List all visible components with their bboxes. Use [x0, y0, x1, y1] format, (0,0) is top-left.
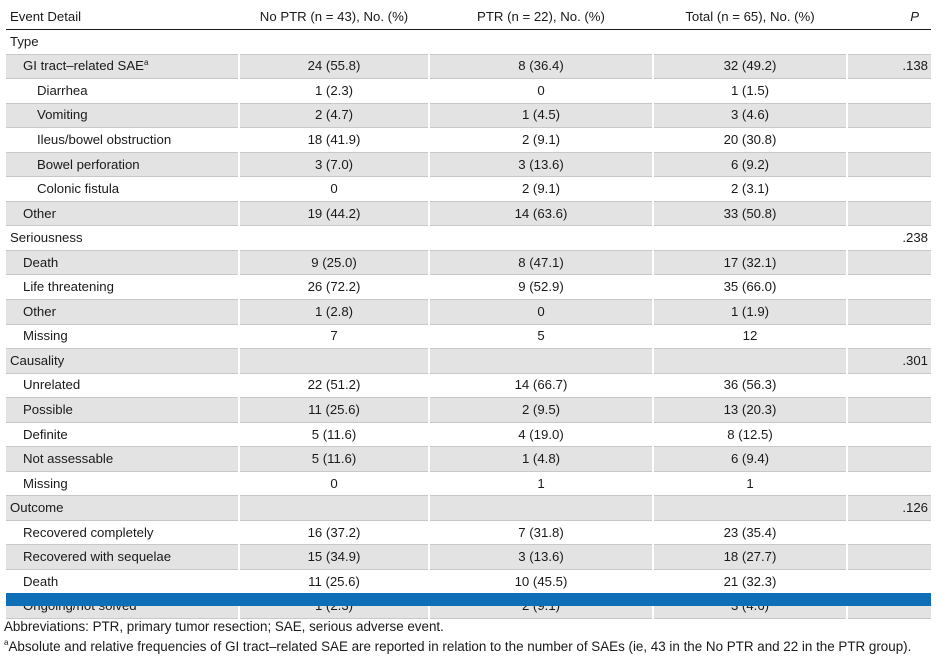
section-header-row: [6, 496, 931, 521]
table-row: [6, 545, 931, 570]
table-body: [6, 30, 931, 619]
cell-no-ptr: 18 (41.9): [239, 128, 429, 153]
cell-ptr: [429, 349, 653, 374]
footnote-abbreviations: Abbreviations: PTR, primary tumor resection; SAE, serious adverse event.: [4, 619, 444, 634]
cell-ptr: 7 (31.8): [429, 520, 653, 545]
header-event-detail: Event Detail: [6, 4, 239, 30]
row-label: GI tract–related SAE: [23, 58, 144, 74]
cell-ptr: 4 (19.0): [429, 422, 653, 447]
cell-total: [653, 226, 847, 251]
cell-total: 18 (27.7): [653, 545, 847, 570]
cell-total: 2 (3.1): [653, 177, 847, 202]
cell-total: 8 (12.5): [653, 422, 847, 447]
footnote-a: [4, 637, 911, 657]
table-row: [6, 152, 931, 177]
cell-p-value: [847, 201, 931, 226]
cell-total: 32 (49.2): [653, 54, 847, 79]
cell-no-ptr: 15 (34.9): [239, 545, 429, 570]
row-label-cell: [6, 79, 239, 104]
row-label: Other: [23, 205, 56, 221]
cell-p-value: .238: [847, 226, 931, 251]
footnote-marker: a: [143, 58, 149, 68]
cell-ptr: 8 (47.1): [429, 250, 653, 275]
cell-p-value: .301: [847, 349, 931, 374]
row-label-cell: [6, 570, 239, 595]
cell-ptr: 14 (66.7): [429, 373, 653, 398]
table-row: [6, 570, 931, 595]
row-label-cell: [6, 447, 239, 472]
cell-p-value: [847, 447, 931, 472]
cell-total: 12: [653, 324, 847, 349]
cell-total: 6 (9.4): [653, 447, 847, 472]
table-bottom-bar: [6, 593, 931, 606]
table-row: [6, 250, 931, 275]
cell-ptr: [429, 226, 653, 251]
row-label-cell: [6, 201, 239, 226]
section-header-row: [6, 349, 931, 374]
cell-no-ptr: 5 (11.6): [239, 447, 429, 472]
row-label-cell: [6, 300, 239, 325]
cell-total: 6 (9.2): [653, 152, 847, 177]
row-label-cell: [6, 520, 239, 545]
row-label-cell: [6, 30, 239, 55]
cell-no-ptr: [239, 226, 429, 251]
footnote-a-marker: a: [4, 638, 9, 647]
cell-ptr: 10 (45.5): [429, 570, 653, 595]
cell-p-value: [847, 324, 931, 349]
cell-ptr: 2 (9.1): [429, 177, 653, 202]
cell-ptr: 1 (4.5): [429, 103, 653, 128]
cell-p-value: [847, 471, 931, 496]
cell-no-ptr: 1 (2.3): [239, 79, 429, 104]
cell-p-value: .126: [847, 496, 931, 521]
cell-p-value: [847, 177, 931, 202]
row-label-cell: [6, 275, 239, 300]
table-row: [6, 128, 931, 153]
table-row: [6, 177, 931, 202]
table-header-row: [6, 4, 931, 30]
cell-p-value: [847, 422, 931, 447]
cell-no-ptr: 2 (4.7): [239, 103, 429, 128]
row-label: Seriousness: [10, 230, 83, 246]
row-label-cell: [6, 226, 239, 251]
row-label: Life threatening: [23, 279, 114, 295]
cell-no-ptr: 16 (37.2): [239, 520, 429, 545]
row-label-cell: [6, 250, 239, 275]
table-row: [6, 422, 931, 447]
cell-p-value: [847, 103, 931, 128]
cell-no-ptr: 26 (72.2): [239, 275, 429, 300]
cell-ptr: 3 (13.6): [429, 152, 653, 177]
row-label-cell: [6, 128, 239, 153]
cell-no-ptr: 19 (44.2): [239, 201, 429, 226]
table-footnotes: [4, 617, 911, 657]
table-row: [6, 79, 931, 104]
cell-total: 17 (32.1): [653, 250, 847, 275]
header-p-value: P: [847, 4, 931, 30]
cell-no-ptr: 1 (2.8): [239, 300, 429, 325]
row-label-cell: [6, 373, 239, 398]
cell-p-value: [847, 275, 931, 300]
cell-total: [653, 349, 847, 374]
cell-no-ptr: 11 (25.6): [239, 570, 429, 595]
cell-no-ptr: 5 (11.6): [239, 422, 429, 447]
cell-total: 1 (1.9): [653, 300, 847, 325]
row-label: Definite: [23, 426, 68, 442]
cell-no-ptr: 9 (25.0): [239, 250, 429, 275]
table-row: [6, 447, 931, 472]
row-label: Diarrhea: [37, 82, 88, 98]
cell-no-ptr: [239, 349, 429, 374]
cell-total: 20 (30.8): [653, 128, 847, 153]
cell-total: 36 (56.3): [653, 373, 847, 398]
cell-ptr: 1 (4.8): [429, 447, 653, 472]
cell-p-value: [847, 128, 931, 153]
row-label-cell: [6, 177, 239, 202]
table-container: [6, 4, 931, 619]
row-label-cell: [6, 545, 239, 570]
cell-p-value: [847, 30, 931, 55]
cell-no-ptr: 22 (51.2): [239, 373, 429, 398]
table-row: [6, 54, 931, 79]
row-label: Missing: [23, 328, 68, 344]
cell-no-ptr: [239, 496, 429, 521]
table-row: [6, 103, 931, 128]
table-row: [6, 324, 931, 349]
header-no-ptr: No PTR (n = 43), No. (%): [239, 4, 429, 30]
row-label: Outcome: [10, 500, 64, 516]
table-row: [6, 275, 931, 300]
section-header-row: [6, 226, 931, 251]
cell-p-value: [847, 545, 931, 570]
cell-total: 33 (50.8): [653, 201, 847, 226]
table-row: [6, 373, 931, 398]
cell-p-value: [847, 373, 931, 398]
cell-ptr: [429, 30, 653, 55]
footnote-a-text: Absolute and relative frequencies of GI tract–related SAE are reported in relation to the number of SAEs (ie, 43 in the No PTR and 22 in the PTR group).: [8, 639, 912, 654]
cell-no-ptr: 0: [239, 471, 429, 496]
cell-p-value: [847, 152, 931, 177]
cell-no-ptr: 7: [239, 324, 429, 349]
cell-total: [653, 496, 847, 521]
cell-total: 23 (35.4): [653, 520, 847, 545]
row-label: Not assessable: [23, 451, 114, 467]
row-label-cell: [6, 422, 239, 447]
cell-ptr: [429, 496, 653, 521]
row-label-cell: [6, 349, 239, 374]
cell-p-value: [847, 79, 931, 104]
cell-p-value: [847, 250, 931, 275]
cell-p-value: [847, 300, 931, 325]
row-label: Death: [23, 254, 59, 270]
row-label-cell: [6, 496, 239, 521]
row-label: Possible: [23, 401, 73, 417]
cell-ptr: 2 (9.5): [429, 398, 653, 423]
cell-ptr: 14 (63.6): [429, 201, 653, 226]
cell-no-ptr: 3 (7.0): [239, 152, 429, 177]
row-label-cell: [6, 324, 239, 349]
table-row: [6, 398, 931, 423]
cell-ptr: 5: [429, 324, 653, 349]
cell-total: 13 (20.3): [653, 398, 847, 423]
cell-p-value: [847, 570, 931, 595]
cell-ptr: 0: [429, 79, 653, 104]
cell-no-ptr: 24 (55.8): [239, 54, 429, 79]
cell-total: [653, 30, 847, 55]
cell-total: 1: [653, 471, 847, 496]
row-label-cell: [6, 398, 239, 423]
cell-ptr: 3 (13.6): [429, 545, 653, 570]
header-total: Total (n = 65), No. (%): [653, 4, 847, 30]
table-row: [6, 471, 931, 496]
row-label: Unrelated: [23, 377, 81, 393]
cell-ptr: 0: [429, 300, 653, 325]
table-row: [6, 300, 931, 325]
cell-p-value: [847, 520, 931, 545]
cell-total: 21 (32.3): [653, 570, 847, 595]
table-row: [6, 520, 931, 545]
cell-p-value: [847, 398, 931, 423]
cell-no-ptr: [239, 30, 429, 55]
row-label: Missing: [23, 475, 68, 491]
cell-no-ptr: 11 (25.6): [239, 398, 429, 423]
table-row: [6, 201, 931, 226]
row-label: Bowel perforation: [37, 156, 140, 172]
cell-ptr: 8 (36.4): [429, 54, 653, 79]
cell-no-ptr: 0: [239, 177, 429, 202]
row-label: Vomiting: [37, 107, 88, 123]
row-label: Ileus/bowel obstruction: [37, 131, 172, 147]
cell-ptr: 9 (52.9): [429, 275, 653, 300]
cell-ptr: 2 (9.1): [429, 128, 653, 153]
sae-table: [6, 4, 931, 619]
row-label: Death: [23, 573, 59, 589]
row-label-cell: [6, 152, 239, 177]
row-label: Colonic fistula: [37, 181, 120, 197]
row-label: Causality: [10, 352, 65, 368]
cell-p-value: .138: [847, 54, 931, 79]
row-label-cell: [6, 54, 239, 79]
row-label-cell: [6, 103, 239, 128]
section-header-row: [6, 30, 931, 55]
row-label: Recovered with sequelae: [23, 549, 172, 565]
header-ptr: PTR (n = 22), No. (%): [429, 4, 653, 30]
row-label: Type: [10, 33, 39, 49]
row-label: Other: [23, 303, 56, 319]
cell-total: 1 (1.5): [653, 79, 847, 104]
cell-ptr: 1: [429, 471, 653, 496]
cell-total: 35 (66.0): [653, 275, 847, 300]
row-label: Recovered completely: [23, 524, 154, 540]
row-label-cell: [6, 471, 239, 496]
cell-total: 3 (4.6): [653, 103, 847, 128]
